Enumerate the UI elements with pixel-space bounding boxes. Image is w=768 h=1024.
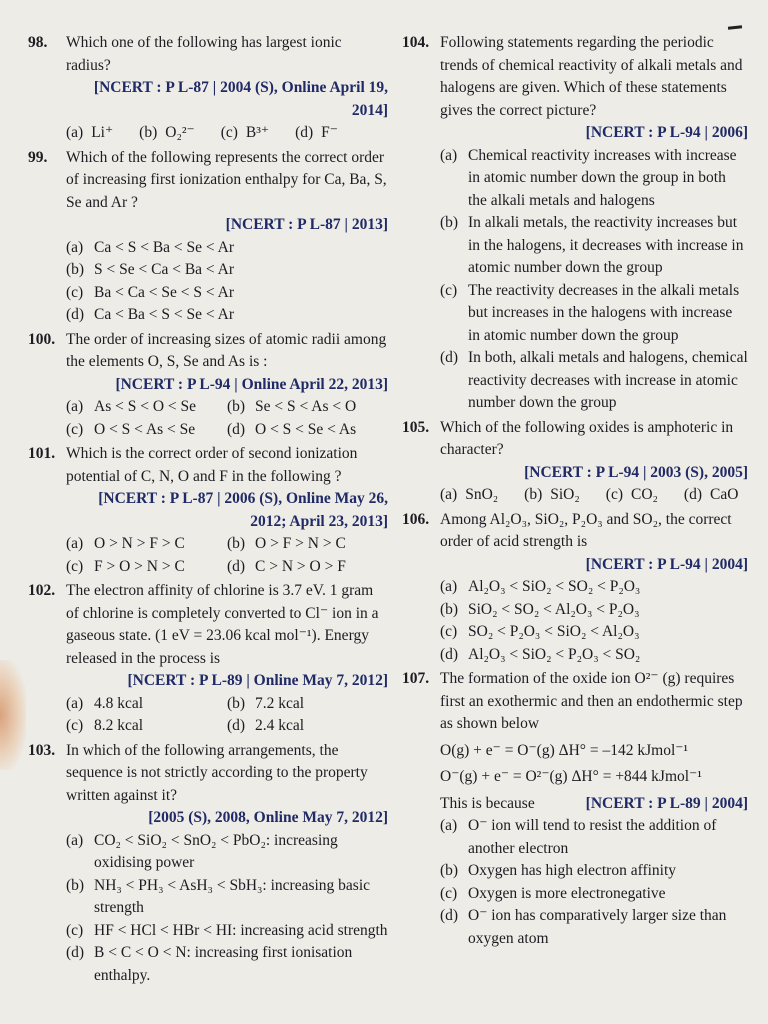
option-letter: (d) [440, 349, 459, 366]
question-text: Which of the following represents the correct order of increasing first ionization enthalpy for Ca, Ba, S, Se and Ar ? [66, 148, 387, 211]
option[interactable] [606, 484, 658, 507]
option-letter: (c) [66, 283, 84, 301]
option[interactable] [440, 621, 748, 644]
option[interactable] [440, 576, 748, 599]
option-letter: (b) [139, 124, 158, 141]
option-text: Se < S < As < O [255, 398, 357, 415]
option-text: Ca < Ba < S < Se < Ar [94, 306, 235, 323]
option-text: SiO₂ [550, 486, 580, 503]
option[interactable] [66, 830, 388, 875]
option-text: Chemical reactivity increases with increase in atomic number down the group in both the alkali metals and halogens [468, 146, 737, 209]
option-text: Al₂O₃ < SiO₂ < SO₂ < P₂O₃ [468, 578, 641, 595]
option[interactable] [66, 419, 227, 442]
options-list [66, 830, 388, 988]
question-number: 100. [28, 330, 56, 348]
option[interactable] [66, 259, 388, 282]
option-letter: (c) [66, 420, 84, 438]
source-reference: [NCERT : P L-94 | 2006] [585, 124, 748, 141]
question-103 [28, 740, 388, 990]
option[interactable] [66, 237, 388, 260]
option-text: 4.8 kcal [94, 694, 144, 712]
option-text: O⁻ ion has comparatively larger size than oxygen atom [468, 907, 727, 947]
question-text: Which is the correct order of second ionization potential of C, N, O and F in the following ? [66, 445, 358, 485]
question-text: The formation of the oxide ion O²⁻ (g) requires first an exothermic and then an endothermic step as shown below [440, 670, 743, 732]
option-letter: (a) [440, 817, 458, 834]
option-text: B < C < O < N: increasing first ionisation enthalpy. [94, 944, 353, 984]
option[interactable] [440, 280, 748, 348]
option[interactable] [66, 715, 227, 738]
source-reference: [NCERT : P L-94 | 2004] [585, 555, 748, 573]
option-letter: (c) [66, 557, 84, 575]
option[interactable] [66, 942, 388, 987]
option-text: O < S < As < Se [94, 420, 196, 438]
question-text: Among Al₂O₃, SiO₂, P₂O₃ and SO₂, the correct order of acid strength is [440, 510, 732, 550]
option[interactable] [66, 122, 113, 145]
option-text: Ca < S < Ba < Se < Ar [94, 238, 235, 256]
option[interactable] [440, 860, 748, 883]
option-letter: (d) [440, 645, 459, 663]
option[interactable] [66, 304, 388, 327]
option[interactable] [66, 533, 227, 556]
question-number: 103. [28, 741, 56, 759]
source-reference: [NCERT : P L-89 | Online May 7, 2012] [127, 672, 388, 689]
question-98 [28, 32, 388, 147]
option[interactable] [440, 644, 748, 667]
option-text: 2.4 kcal [255, 717, 305, 734]
option-letter: (b) [66, 261, 85, 278]
option-letter: (c) [220, 124, 238, 141]
option-text: Al₂O₃ < SiO₂ < P₂O₃ < SO₂ [468, 645, 641, 663]
question-100 [28, 329, 388, 444]
question-text: Following statements regarding the periodic trends of chemical reactivity of alkali metals and halogens are given. Which of these statements gives the correct picture? [440, 34, 743, 119]
option-letter: (b) [66, 876, 85, 894]
option-text: Ba < Ca < Se < S < Ar [94, 283, 235, 301]
option[interactable] [66, 875, 388, 920]
option[interactable] [440, 599, 748, 622]
option-text: O > F > N > C [255, 535, 346, 552]
option-text: O < S < Se < As [255, 420, 357, 438]
option[interactable] [440, 484, 498, 507]
option-text: CaO [710, 486, 739, 503]
option-letter: (a) [66, 124, 84, 141]
option[interactable] [227, 396, 388, 419]
option-letter: (d) [227, 420, 246, 438]
question-text: In which of the following arrangements, the sequence is not strictly according to the property written against it? [66, 741, 368, 804]
option-text: Li⁺ [91, 124, 114, 141]
question-number: 106. [402, 510, 430, 528]
options-list [440, 576, 748, 666]
option[interactable] [440, 815, 748, 860]
option[interactable] [440, 145, 748, 213]
option-letter: (d) [66, 306, 85, 323]
option-letter: (c) [605, 486, 623, 503]
question-number: 98. [28, 34, 48, 51]
options-row [66, 122, 388, 145]
left-column [28, 32, 388, 989]
option[interactable] [440, 883, 748, 906]
option-letter: (c) [440, 884, 458, 902]
option-text: O > N > F > C [94, 535, 185, 552]
option[interactable] [139, 122, 195, 145]
question-number: 101. [28, 445, 56, 462]
spacer [66, 987, 388, 989]
option[interactable] [227, 556, 388, 579]
option-letter: (c) [66, 921, 84, 939]
option-text: Oxygen is more electronegative [468, 884, 666, 902]
option-letter: (d) [227, 717, 246, 734]
option-letter: (b) [440, 214, 459, 231]
options-list [440, 145, 748, 415]
source-reference: [NCERT : P L-94 | 2003 (S), 2005] [524, 463, 748, 481]
option-letter: (b) [227, 535, 246, 552]
option-text: HF < HCl < HBr < HI: increasing acid strength [94, 921, 388, 939]
question-number: 102. [28, 582, 56, 599]
option-text: SiO₂ < SO₂ < Al₂O₃ < P₂O₃ [468, 600, 640, 618]
option-text: O⁻ ion will tend to resist the addition of another electron [468, 817, 717, 857]
question-number: 99. [28, 148, 48, 166]
option-text: The reactivity decreases in the alkali metals but increases in the halogens with increase in atomic number down the group [468, 281, 740, 344]
question-text: Which of the following oxides is amphoteric in character? [440, 418, 734, 458]
options-grid [66, 693, 388, 738]
option[interactable] [227, 715, 388, 738]
equation: O⁻(g) + e⁻ = O²⁻(g) ΔH° = +844 kJmol⁻¹ [440, 768, 702, 785]
option-letter: (b) [440, 862, 459, 879]
option-letter: (a) [66, 831, 84, 849]
right-column [402, 32, 748, 952]
option-text: CO₂ < SiO₂ < SnO₂ < PbO₂: increasing oxidising power [94, 831, 338, 871]
question-text: The order of increasing sizes of atomic radii among the elements O, S, Se and As is : [66, 330, 387, 370]
option-letter: (b) [227, 398, 246, 415]
option[interactable] [440, 212, 748, 280]
options-grid [66, 533, 388, 578]
option-letter: (a) [440, 578, 458, 595]
source-reference: [NCERT : P L-94 | Online April 22, 2013] [115, 375, 388, 393]
option-letter: (c) [440, 623, 458, 640]
option-text: C > N > O > F [255, 557, 346, 575]
options-list [66, 237, 388, 327]
option[interactable] [227, 693, 388, 716]
source-reference: [NCERT : P L-87 | 2006 (S), Online May 26, 2012; April 23, 2013] [98, 490, 388, 530]
options-grid [66, 396, 388, 441]
option-text: 8.2 kcal [94, 717, 144, 734]
question-number: 107. [402, 670, 430, 687]
source-reference: [NCERT : P L-87 | 2013] [225, 216, 388, 233]
option-text: 7.2 kcal [255, 694, 305, 712]
question-number: 105. [402, 418, 430, 436]
option-text: F⁻ [321, 124, 338, 141]
option-letter: (a) [66, 535, 84, 552]
option-letter: (a) [440, 146, 458, 164]
question-104 [402, 32, 748, 417]
question-99 [28, 147, 388, 329]
question-105 [402, 417, 748, 509]
option-letter: (a) [66, 398, 84, 415]
option[interactable] [66, 282, 388, 305]
option-text: O₂²⁻ [165, 124, 195, 141]
option[interactable] [66, 693, 227, 716]
reason-line [440, 793, 748, 816]
option-text: Oxygen has high electron affinity [468, 862, 677, 879]
option-text: In alkali metals, the reactivity increases but in the halogens, it decreases with increase in atomic number down the group [468, 214, 744, 276]
option-letter: (a) [66, 238, 84, 256]
equation: O(g) + e⁻ = O⁻(g) ΔH° = –142 kJmol⁻¹ [440, 741, 689, 759]
option[interactable] [227, 419, 388, 442]
option-letter: (c) [440, 281, 458, 299]
source-reference: [2005 (S), 2008, Online May 7, 2012] [148, 809, 388, 826]
option-text: CO₂ [630, 486, 658, 503]
option-text: S < Se < Ca < Ba < Ar [94, 261, 235, 278]
page-edge-shadow [0, 660, 26, 770]
options-row [440, 484, 748, 507]
question-text: The electron affinity of chlorine is 3.7 eV. 1 gram of chlorine is completely converted to Cl⁻ ion in a gaseous state. (1 eV = 23.06 kcal mol⁻¹). Energy released in the process is [66, 582, 379, 667]
question-text: Which one of the following has largest ionic radius? [66, 34, 342, 74]
option-letter: (d) [440, 907, 459, 924]
option[interactable] [524, 484, 580, 507]
option[interactable] [227, 533, 388, 556]
options-list [440, 815, 748, 950]
option-letter: (b) [227, 694, 246, 712]
option-text: NH₃ < PH₃ < AsH₃ < SbH₃: increasing basic strength [94, 876, 371, 916]
option-letter: (d) [295, 124, 314, 141]
option-letter: (a) [66, 694, 84, 712]
corner-mark [728, 25, 742, 29]
option[interactable] [66, 396, 227, 419]
option-text: As < S < O < Se [94, 398, 197, 415]
option-letter: (a) [440, 486, 458, 503]
option[interactable] [295, 122, 338, 145]
question-101 [28, 443, 388, 580]
option-letter: (d) [683, 486, 702, 503]
option-letter: (d) [66, 944, 85, 961]
option[interactable] [221, 122, 269, 145]
option[interactable] [440, 347, 748, 415]
source-reference: [NCERT : P L-87 | 2004 (S), Online April 19, 2014] [93, 79, 388, 119]
option-text: F > O > N > C [94, 557, 185, 575]
option[interactable] [66, 556, 227, 579]
option-text: B³⁺ [245, 124, 270, 141]
option-letter: (b) [524, 486, 543, 503]
option[interactable] [440, 905, 748, 950]
option[interactable] [684, 484, 739, 507]
source-reference: [NCERT : P L-89 | 2004] [585, 794, 748, 812]
question-102 [28, 580, 388, 740]
option-text: SnO₂ [465, 486, 499, 503]
option[interactable] [66, 920, 388, 943]
option-letter: (c) [66, 717, 84, 734]
question-106 [402, 509, 748, 669]
question-107 [402, 668, 748, 952]
question-number: 104. [402, 34, 430, 51]
option-letter: (b) [440, 600, 459, 618]
spacer [440, 950, 748, 952]
reason-lead: This is because [440, 794, 535, 812]
option-text: SO₂ < P₂O₃ < SiO₂ < Al₂O₃ [468, 623, 640, 640]
option-text: In both, alkali metals and halogens, chemical reactivity decreases with increase in atomic number down the group [468, 349, 748, 411]
option-letter: (d) [227, 557, 246, 575]
